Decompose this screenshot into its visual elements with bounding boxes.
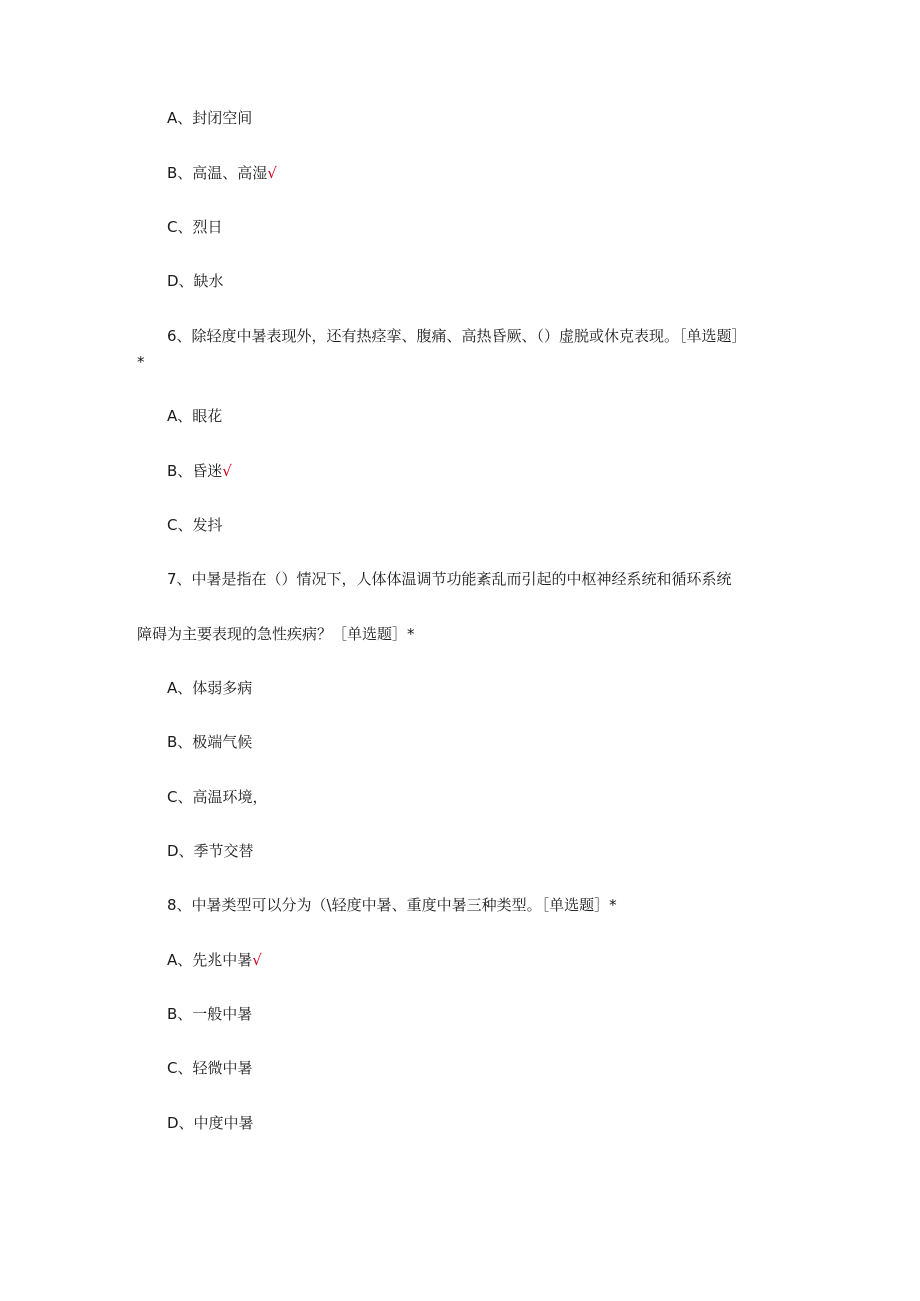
answer-option — [167, 950, 262, 970]
answer-option — [167, 732, 252, 752]
line-text: D、季节交替 — [167, 842, 254, 860]
answer-option — [167, 515, 222, 535]
answer-option — [167, 787, 267, 807]
correct-answer-mark: √ — [267, 164, 277, 182]
line-text: 8、中暑类型可以分为（\轻度中暑、重度中暑三种类型。［单选题］* — [167, 896, 617, 914]
line-text: D、缺水 — [167, 272, 224, 290]
answer-option — [167, 678, 252, 698]
answer-option — [167, 461, 232, 481]
question-text — [167, 569, 732, 589]
question-text — [167, 895, 617, 915]
line-text: B、极端气候 — [167, 733, 253, 751]
line-text: 障碍为主要表现的急性疾病？［单选题］* — [137, 625, 415, 643]
line-text: A、眼花 — [167, 407, 223, 425]
line-text: B、高温、高湿 — [167, 164, 268, 182]
answer-option — [167, 1004, 252, 1024]
question-text-continuation — [137, 352, 145, 372]
answer-option — [167, 271, 224, 291]
question-text-continuation — [137, 624, 415, 644]
answer-option — [167, 1113, 254, 1133]
line-text: B、一般中暑 — [167, 1005, 253, 1023]
line-text: A、先兆中暑 — [167, 951, 253, 969]
line-text: B、昏迷 — [167, 462, 223, 480]
line-text: D、中度中暑 — [167, 1114, 254, 1132]
line-text: 7、中暑是指在（）情况下，人体体温调节功能紊乱而引起的中枢神经系统和循环系统 — [167, 570, 732, 588]
correct-answer-mark: √ — [252, 951, 262, 969]
answer-option — [167, 217, 222, 237]
line-text: C、轻微中暑 — [167, 1059, 253, 1077]
line-text: C、高温环境， — [167, 788, 268, 806]
line-text: A、体弱多病 — [167, 679, 253, 697]
answer-option — [167, 108, 252, 128]
line-text: * — [137, 353, 145, 371]
correct-answer-mark: √ — [222, 462, 232, 480]
answer-option — [167, 163, 277, 183]
line-text: C、发抖 — [167, 516, 223, 534]
question-text — [167, 326, 747, 346]
line-text: 6、除轻度中暑表现外，还有热痉挛、腹痛、高热昏厥、（）虚脱或休克表现。［单选题］ — [167, 327, 747, 345]
answer-option — [167, 841, 254, 861]
line-text: A、封闭空间 — [167, 109, 253, 127]
line-text: C、烈日 — [167, 218, 223, 236]
answer-option — [167, 1058, 252, 1078]
answer-option — [167, 406, 222, 426]
